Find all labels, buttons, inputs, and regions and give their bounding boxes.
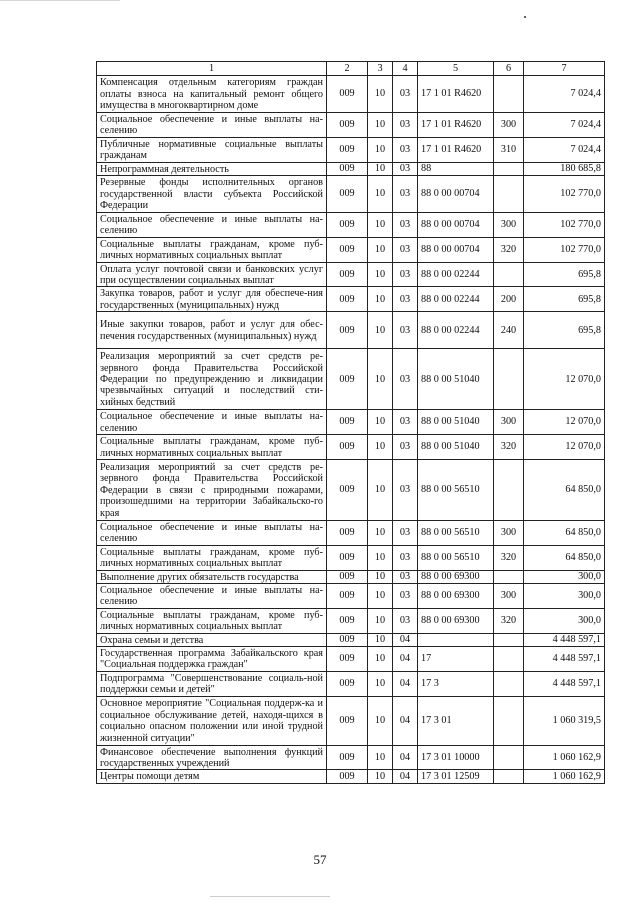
row-sum: 12 070,0: [524, 410, 605, 435]
row-sum: 300,0: [524, 608, 605, 633]
table-header-row: [97, 62, 605, 76]
header-cell-3: 3: [368, 62, 393, 76]
row-rz-code: 10: [368, 671, 393, 696]
row-vr-code: 320: [494, 435, 524, 460]
row-name: Основное мероприятие "Социальная поддерж-ка и социальное обслуживание детей, находя-щихся в социально опасном положении или иной трудной жизненной ситуации": [97, 696, 327, 745]
row-name: Социальное обеспечение и иные выплаты на-селению: [97, 410, 327, 435]
row-csr-code: 17: [418, 646, 494, 671]
row-csr-code: 17 3 01 12509: [418, 770, 494, 783]
row-name: Государственная программа Забайкальского края "Социальная поддержка граждан": [97, 646, 327, 671]
row-pr-code: 03: [393, 570, 418, 583]
table-row: [97, 213, 605, 238]
row-csr-code: 88 0 00 00704: [418, 213, 494, 238]
table-row: [97, 770, 605, 783]
row-csr-code: 88 0 00 69300: [418, 570, 494, 583]
row-csr-code: 17 3: [418, 671, 494, 696]
row-name: Реализация мероприятий за счет средств ре-зервного фонда Правительства Российской Федерации по предупреждению и ликвидации чрезвычайных ситуаций и последствий сти-хийных бедствий: [97, 349, 327, 410]
row-csr-code: 17 3 01: [418, 696, 494, 745]
row-vr-code: 310: [494, 137, 524, 162]
row-csr-code: 88 0 00 02244: [418, 262, 494, 287]
row-name: Социальное обеспечение и иные выплаты на-селению: [97, 113, 327, 138]
table-row: [97, 410, 605, 435]
row-gr-code: 009: [327, 633, 368, 646]
row-csr-code: 17 3 01 10000: [418, 745, 494, 770]
row-pr-code: 04: [393, 633, 418, 646]
row-sum: 12 070,0: [524, 435, 605, 460]
row-pr-code: 03: [393, 237, 418, 262]
row-vr-code: 200: [494, 287, 524, 312]
row-sum: 102 770,0: [524, 237, 605, 262]
row-rz-code: 10: [368, 770, 393, 783]
row-name: Социальное обеспечение и иные выплаты на-селению: [97, 213, 327, 238]
row-name: Закупка товаров, работ и услуг для обеспече-ния государственных (муниципальных) нужд: [97, 287, 327, 312]
table-row: [97, 137, 605, 162]
row-name: Центры помощи детям: [97, 770, 327, 783]
row-name: Иные закупки товаров, работ и услуг для обес-печения государственных (муниципальных) нужд: [97, 312, 327, 349]
scan-dot: [524, 16, 526, 18]
row-pr-code: 03: [393, 435, 418, 460]
table-row: [97, 646, 605, 671]
row-name: Социальные выплаты гражданам, кроме пуб-личных нормативных социальных выплат: [97, 435, 327, 460]
table-row: [97, 176, 605, 213]
table-row: [97, 349, 605, 410]
row-gr-code: 009: [327, 696, 368, 745]
row-pr-code: 03: [393, 176, 418, 213]
table-row: [97, 583, 605, 608]
row-csr-code: 88 0 00 51040: [418, 435, 494, 460]
row-gr-code: 009: [327, 570, 368, 583]
table-row: [97, 312, 605, 349]
row-pr-code: 03: [393, 113, 418, 138]
row-pr-code: 03: [393, 312, 418, 349]
row-csr-code: 17 1 01 R4620: [418, 76, 494, 113]
row-rz-code: 10: [368, 287, 393, 312]
header-cell-4: 4: [393, 62, 418, 76]
row-pr-code: 04: [393, 696, 418, 745]
row-name: Социальные выплаты гражданам, кроме пуб-личных нормативных социальных выплат: [97, 608, 327, 633]
row-pr-code: 03: [393, 583, 418, 608]
row-gr-code: 009: [327, 583, 368, 608]
table-row: [97, 262, 605, 287]
row-name: Социальные выплаты гражданам, кроме пуб-личных нормативных социальных выплат: [97, 237, 327, 262]
row-vr-code: 300: [494, 213, 524, 238]
row-csr-code: 88 0 00 56510: [418, 520, 494, 545]
row-gr-code: 009: [327, 76, 368, 113]
row-rz-code: 10: [368, 745, 393, 770]
row-rz-code: 10: [368, 633, 393, 646]
row-vr-code: 300: [494, 583, 524, 608]
table-row: [97, 76, 605, 113]
row-rz-code: 10: [368, 176, 393, 213]
row-pr-code: 03: [393, 459, 418, 520]
row-vr-code: [494, 76, 524, 113]
row-name: Социальные выплаты гражданам, кроме пуб-личных нормативных социальных выплат: [97, 545, 327, 570]
row-csr-code: 17 1 01 R4620: [418, 113, 494, 138]
row-pr-code: 03: [393, 262, 418, 287]
row-csr-code: 88 0 00 56510: [418, 459, 494, 520]
row-csr-code: [418, 633, 494, 646]
table-row: [97, 162, 605, 175]
row-name: Финансовое обеспечение выполнения функций государственных учреждений: [97, 745, 327, 770]
row-rz-code: 10: [368, 137, 393, 162]
row-csr-code: 88 0 00 02244: [418, 312, 494, 349]
row-vr-code: [494, 459, 524, 520]
row-vr-code: [494, 770, 524, 783]
table-row: [97, 633, 605, 646]
row-rz-code: 10: [368, 570, 393, 583]
table-row: [97, 545, 605, 570]
row-sum: 12 070,0: [524, 349, 605, 410]
row-vr-code: [494, 176, 524, 213]
row-rz-code: 10: [368, 646, 393, 671]
row-name: Выполнение других обязательств государства: [97, 570, 327, 583]
row-name: Охрана семьи и детства: [97, 633, 327, 646]
row-rz-code: 10: [368, 583, 393, 608]
row-rz-code: 10: [368, 237, 393, 262]
row-sum: 4 448 597,1: [524, 646, 605, 671]
table-row: [97, 608, 605, 633]
row-sum: 695,8: [524, 312, 605, 349]
row-pr-code: 03: [393, 162, 418, 175]
header-cell-7: 7: [524, 62, 605, 76]
table-row: [97, 570, 605, 583]
row-gr-code: 009: [327, 312, 368, 349]
row-rz-code: 10: [368, 262, 393, 287]
row-vr-code: [494, 671, 524, 696]
row-csr-code: 88 0 00 51040: [418, 349, 494, 410]
row-vr-code: 320: [494, 237, 524, 262]
row-pr-code: 03: [393, 410, 418, 435]
row-pr-code: 03: [393, 76, 418, 113]
row-name: Реализация мероприятий за счет средств ре-зервного фонда Правительства Российской Федерации в связи с природными пожарами, произошедшими на территории Забайкальско-го края: [97, 459, 327, 520]
row-csr-code: 88 0 00 56510: [418, 545, 494, 570]
row-vr-code: [494, 646, 524, 671]
table-row: [97, 745, 605, 770]
row-rz-code: 10: [368, 608, 393, 633]
row-gr-code: 009: [327, 162, 368, 175]
row-pr-code: 03: [393, 545, 418, 570]
row-rz-code: 10: [368, 213, 393, 238]
row-name: Непрограммная деятельность: [97, 162, 327, 175]
row-sum: 695,8: [524, 262, 605, 287]
row-sum: 1 060 162,9: [524, 745, 605, 770]
row-gr-code: 009: [327, 770, 368, 783]
row-vr-code: [494, 696, 524, 745]
row-pr-code: 03: [393, 349, 418, 410]
row-sum: 64 850,0: [524, 545, 605, 570]
row-pr-code: 03: [393, 520, 418, 545]
row-name: Публичные нормативные социальные выплаты гражданам: [97, 137, 327, 162]
page-number: 57: [313, 852, 327, 867]
row-pr-code: 04: [393, 671, 418, 696]
row-vr-code: [494, 262, 524, 287]
table-row: [97, 459, 605, 520]
row-sum: 4 448 597,1: [524, 633, 605, 646]
row-pr-code: 03: [393, 213, 418, 238]
row-csr-code: 88 0 00 00704: [418, 237, 494, 262]
row-gr-code: 009: [327, 545, 368, 570]
scan-edge-mark: [0, 0, 120, 9]
table-row: [97, 435, 605, 460]
header-cell-1: 1: [97, 62, 327, 76]
row-vr-code: [494, 745, 524, 770]
row-name: Оплата услуг почтовой связи и банковских услуг при осуществлении социальных выплат: [97, 262, 327, 287]
row-vr-code: [494, 633, 524, 646]
row-sum: 7 024,4: [524, 113, 605, 138]
row-gr-code: 009: [327, 608, 368, 633]
row-rz-code: 10: [368, 696, 393, 745]
row-name: Компенсация отдельным категориям граждан оплаты взноса на капитальный ремонт общего имущества в многоквартирном доме: [97, 76, 327, 113]
row-csr-code: 88: [418, 162, 494, 175]
row-rz-code: 10: [368, 76, 393, 113]
row-sum: 4 448 597,1: [524, 671, 605, 696]
row-sum: 1 060 319,5: [524, 696, 605, 745]
row-rz-code: 10: [368, 349, 393, 410]
row-gr-code: 009: [327, 671, 368, 696]
row-vr-code: [494, 349, 524, 410]
row-gr-code: 009: [327, 410, 368, 435]
row-vr-code: [494, 570, 524, 583]
table-row: [97, 113, 605, 138]
row-rz-code: 10: [368, 113, 393, 138]
table-row: [97, 237, 605, 262]
row-gr-code: 009: [327, 176, 368, 213]
row-gr-code: 009: [327, 262, 368, 287]
table-body: [97, 62, 605, 784]
row-sum: 64 850,0: [524, 459, 605, 520]
row-gr-code: 009: [327, 113, 368, 138]
row-rz-code: 10: [368, 162, 393, 175]
table-row: [97, 671, 605, 696]
table-row: [97, 287, 605, 312]
row-sum: 102 770,0: [524, 213, 605, 238]
row-pr-code: 04: [393, 646, 418, 671]
row-pr-code: 03: [393, 608, 418, 633]
row-gr-code: 009: [327, 646, 368, 671]
row-rz-code: 10: [368, 410, 393, 435]
row-name: Подпрограмма "Совершенствование социаль-ной поддержки семьи и детей": [97, 671, 327, 696]
row-gr-code: 009: [327, 287, 368, 312]
row-gr-code: 009: [327, 213, 368, 238]
row-sum: 102 770,0: [524, 176, 605, 213]
header-cell-6: 6: [494, 62, 524, 76]
scan-edge-mark-bottom: [210, 896, 330, 897]
budget-table: [96, 61, 605, 784]
header-cell-5: 5: [418, 62, 494, 76]
row-csr-code: 88 0 00 51040: [418, 410, 494, 435]
row-sum: 180 685,8: [524, 162, 605, 175]
row-gr-code: 009: [327, 237, 368, 262]
row-csr-code: 17 1 01 R4620: [418, 137, 494, 162]
header-cell-2: 2: [327, 62, 368, 76]
row-gr-code: 009: [327, 520, 368, 545]
row-name: Социальное обеспечение и иные выплаты на-селению: [97, 583, 327, 608]
row-vr-code: 300: [494, 113, 524, 138]
row-csr-code: 88 0 00 69300: [418, 583, 494, 608]
row-sum: 64 850,0: [524, 520, 605, 545]
row-rz-code: 10: [368, 520, 393, 545]
row-pr-code: 03: [393, 287, 418, 312]
row-sum: 695,8: [524, 287, 605, 312]
row-pr-code: 03: [393, 137, 418, 162]
row-rz-code: 10: [368, 459, 393, 520]
row-sum: 300,0: [524, 583, 605, 608]
row-gr-code: 009: [327, 459, 368, 520]
row-csr-code: 88 0 00 69300: [418, 608, 494, 633]
row-pr-code: 04: [393, 770, 418, 783]
row-name: Резервные фонды исполнительных органов государственной власти субъекта Российской Федерации: [97, 176, 327, 213]
table-row: [97, 520, 605, 545]
row-pr-code: 04: [393, 745, 418, 770]
row-rz-code: 10: [368, 312, 393, 349]
row-sum: 7 024,4: [524, 137, 605, 162]
table-row: [97, 696, 605, 745]
row-rz-code: 10: [368, 545, 393, 570]
row-vr-code: [494, 162, 524, 175]
row-rz-code: 10: [368, 435, 393, 460]
row-name: Социальное обеспечение и иные выплаты на-селению: [97, 520, 327, 545]
row-vr-code: 300: [494, 520, 524, 545]
row-sum: 1 060 162,9: [524, 770, 605, 783]
row-csr-code: 88 0 00 02244: [418, 287, 494, 312]
row-gr-code: 009: [327, 349, 368, 410]
row-gr-code: 009: [327, 745, 368, 770]
row-sum: 300,0: [524, 570, 605, 583]
row-vr-code: 320: [494, 545, 524, 570]
row-gr-code: 009: [327, 435, 368, 460]
row-sum: 7 024,4: [524, 76, 605, 113]
row-vr-code: 300: [494, 410, 524, 435]
row-csr-code: 88 0 00 00704: [418, 176, 494, 213]
row-gr-code: 009: [327, 137, 368, 162]
row-vr-code: 240: [494, 312, 524, 349]
row-vr-code: 320: [494, 608, 524, 633]
